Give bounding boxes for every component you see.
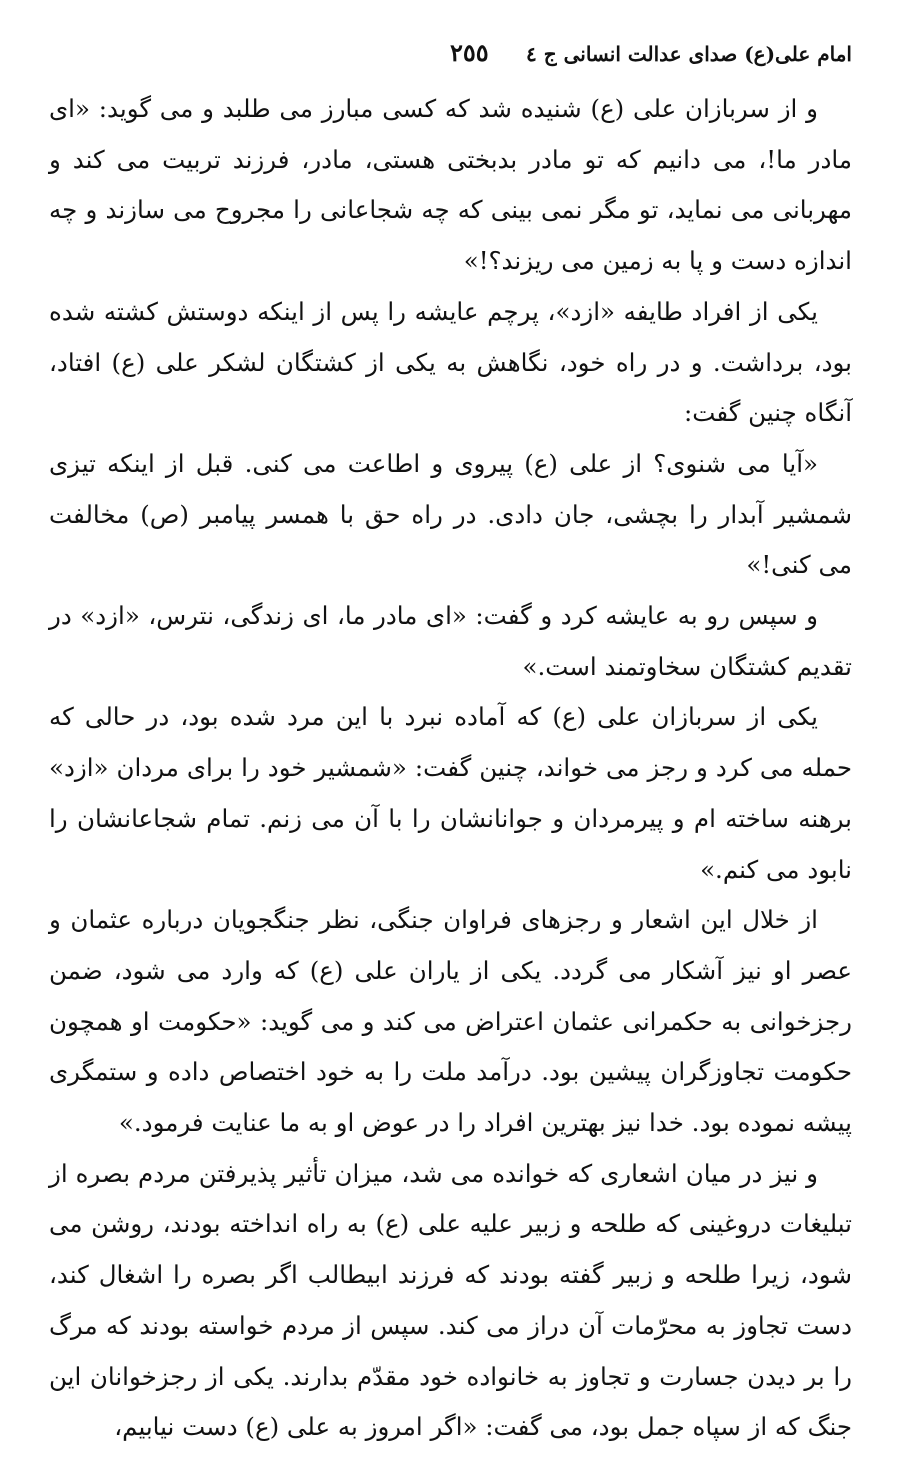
paragraph-1: و از سربازان علی (ع) شنیده شد که کسی مبارز می طلبد و می گوید: «ای مادر ما!، می دانیم که تو مادر بدبختی هستی، مادر، فرزند تربیت می کند و مهربانی می نماید، تو مگر نمی بینی که چه شجاعانی را مجروح می سازند و چه اندازه دست و پا به زمین می ریزند؟!»	[49, 94, 852, 276]
body-text	[49, 84, 852, 1453]
paragraph-4: و سپس رو به عایشه کرد و گفت: «ای مادر ما، ای زندگی، نترس، «ازد» در تقدیم کشتگان سخاوتمند است.»	[49, 601, 852, 681]
running-header	[48, 38, 852, 78]
paragraph-7: و نیز در میان اشعاری که خوانده می شد، میزان تأثیر پذیرفتن مردم بصره از تبلیغات دروغینی که طلحه و زبیر علیه علی (ع) به راه انداخته بودند، روشن می شود، زیرا طلحه و زبیر گفته بودند که فرزند ابیطالب اگر بصره را اشغال کند، دست تجاوز به محرّمات آن دراز می کند. سپس از مردم خواسته بودند که مرگ را بر دیدن جسارت و تجاوز به خانواده خود مقدّم بدارند. یکی از رجزخوانان این جنگ که از سپاه جمل بود، می گفت: «اگر امروز به علی (ع) دست نیابیم،	[49, 1158, 852, 1442]
book-title: امام علی(ع) صدای عدالت انسانی ج ٤	[526, 42, 852, 66]
paragraph-5: یکی از سربازان علی (ع) که آماده نبرد با این مرد شده بود، در حالی که حمله می کرد و رجز می خواند، چنین گفت: «شمشیر خود را برای مردان «ازد» برهنه ساخته ام و پیرمردان و جوانانشان را با آن می زنم. تمام شجاعانشان را نابود می کنم.»	[49, 702, 852, 884]
page-number: ٢٥٥	[450, 38, 489, 67]
paragraph-6: از خلال این اشعار و رجزهای فراوان جنگی، نظر جنگجویان درباره عثمان و عصر او نیز آشکار می گردد. یکی از یاران علی (ع) که وارد می شود، ضمن رجزخوانی به حکمرانی عثمان اعتراض می کند و می گوید: «حکومت او همچون حکومت تجاوزگران پیشین بود. درآمد ملت را به خود اختصاص داده و ستمگری پیشه نموده بود. خدا نیز بهترین افراد را در عوض او به ما عنایت فرمود.»	[49, 905, 852, 1138]
paragraph-3: «آیا می شنوی؟ از علی (ع) پیروی و اطاعت می کنی. قبل از اینکه تیزی شمشیر آبدار را بچشی، جان دادی. در راه حق با همسر پیامبر (ص) مخالفت می کنی!»	[49, 448, 852, 580]
paragraph-2: یکی از افراد طایفه «ازد»، پرچم عایشه را پس از اینکه دوستش کشته شده بود، برداشت. و در راه خود، نگاهش به یکی از کشتگان لشکر علی (ع) افتاد، آنگاه چنین گفت:	[49, 296, 852, 428]
